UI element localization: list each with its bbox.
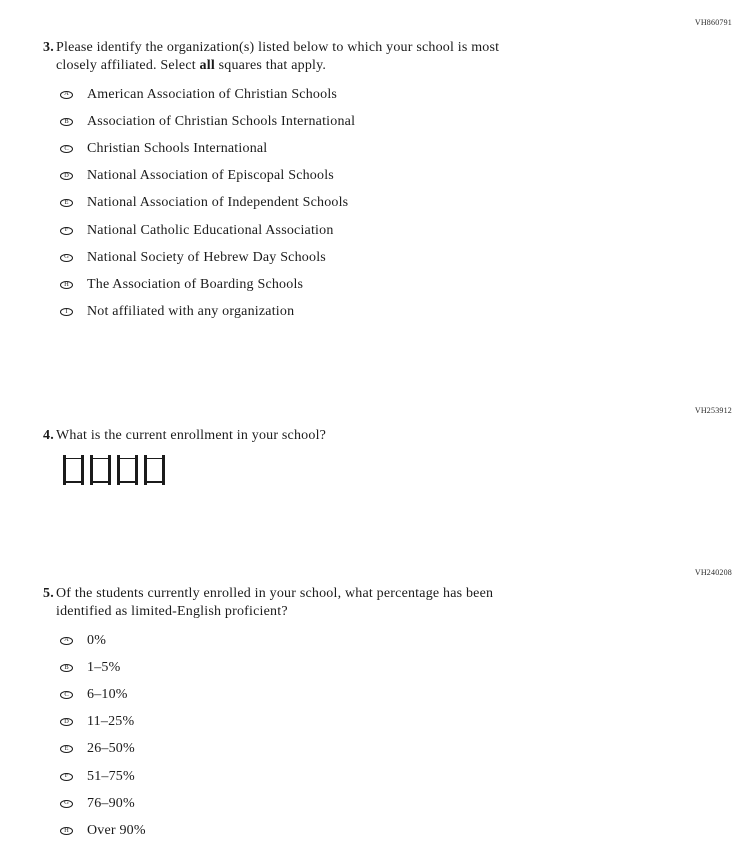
option-q3-d[interactable] [60,163,355,190]
bubble-letter: B [64,663,69,671]
question-4-text-line1: What is the current enrollment in your school? [56,428,327,443]
answer-bubble-icon[interactable] [60,227,73,235]
bubble-letter: C [64,144,69,152]
option-label: 1–5% [87,659,121,675]
option-label: American Association of Christian Schools [87,86,338,102]
enrollment-digit-boxes [63,455,165,485]
option-q3-b[interactable] [60,108,355,135]
digit-box[interactable] [144,455,165,485]
question-4-text [56,427,326,445]
option-label: The Association of Boarding Schools [87,276,304,292]
bubble-letter: I [65,307,68,315]
question-3-text [56,39,499,75]
question-4-number: 4. [43,428,54,443]
option-q5-h[interactable] [60,817,146,844]
bubble-letter: B [64,117,69,125]
bubble-letter: H [64,826,69,834]
question-3-number: 3. [43,40,54,55]
bubble-letter: E [64,744,69,752]
bubble-letter: G [64,799,69,807]
question-3-line2-bold: all [199,58,215,73]
option-label: 6–10% [87,686,128,702]
option-label: 11–25% [87,714,135,730]
answer-bubble-icon[interactable] [60,254,73,262]
option-q3-c[interactable] [60,135,355,162]
question-5-text [56,585,493,621]
answer-bubble-icon[interactable] [60,145,73,153]
option-label: 76–90% [87,795,135,811]
bubble-letter: A [64,90,69,98]
option-label: 26–50% [87,741,135,757]
question-3-text-line2 [56,57,499,75]
option-q5-g[interactable] [60,790,146,817]
digit-box[interactable] [90,455,111,485]
bubble-letter: F [64,772,69,780]
option-q3-h[interactable] [60,271,355,298]
answer-bubble-icon[interactable] [60,308,73,316]
option-q5-a[interactable] [60,627,146,654]
option-label: National Association of Independent Schools [87,195,349,211]
option-q3-i[interactable] [60,299,355,326]
answer-bubble-icon[interactable] [60,718,73,726]
question-5-number: 5. [43,586,54,601]
question-4-code: VH253912 [694,406,732,415]
option-label: 0% [87,632,107,648]
answer-bubble-icon[interactable] [60,827,73,835]
option-label: National Society of Hebrew Day Schools [87,249,326,265]
option-label: National Association of Episcopal Schools [87,168,334,184]
bubble-letter: H [64,280,69,288]
digit-box[interactable] [117,455,138,485]
question-5-code: VH240208 [694,568,732,577]
answer-bubble-icon[interactable] [60,637,73,645]
answer-bubble-icon[interactable] [60,172,73,180]
question-3-line2-before: closely affiliated. Select [56,58,200,73]
answer-bubble-icon[interactable] [60,691,73,699]
option-label: Not affiliated with any organization [87,304,295,320]
bubble-letter: A [64,636,69,644]
answer-bubble-icon[interactable] [60,800,73,808]
question-5-stem [43,585,493,621]
option-q5-e[interactable] [60,736,146,763]
option-label: Over 90% [87,822,146,838]
answer-bubble-icon[interactable] [60,199,73,207]
option-q3-f[interactable] [60,217,355,244]
answer-bubble-icon[interactable] [60,664,73,672]
digit-box[interactable] [63,455,84,485]
question-3-text-line1: Please identify the organization(s) listed below to which your school is most [56,40,500,55]
bubble-letter: D [64,171,69,179]
answer-bubble-icon[interactable] [60,91,73,99]
question-3-stem [43,39,499,75]
question-4-stem [43,427,326,445]
question-3-code: VH860791 [694,18,732,27]
answer-bubble-icon[interactable] [60,118,73,126]
option-label: Christian Schools International [87,140,268,156]
bubble-letter: D [64,717,69,725]
answer-bubble-icon[interactable] [60,773,73,781]
option-q5-c[interactable] [60,681,146,708]
option-label: Association of Christian Schools International [87,113,356,129]
option-q5-d[interactable] [60,709,146,736]
option-q3-a[interactable] [60,81,355,108]
question-5-text-line2: identified as limited-English proficient? [56,604,288,619]
option-label: 51–75% [87,768,135,784]
answer-bubble-icon[interactable] [60,745,73,753]
option-q3-g[interactable] [60,244,355,271]
option-label: National Catholic Educational Association [87,222,334,238]
bubble-letter: C [64,690,69,698]
question-3-line2-after: squares that apply. [214,58,327,73]
bubble-letter: E [64,198,69,206]
bubble-letter: G [64,253,69,261]
question-5-text-line1: Of the students currently enrolled in your school, what percentage has been [56,586,494,601]
option-q5-f[interactable] [60,763,146,790]
answer-bubble-icon[interactable] [60,281,73,289]
option-q5-b[interactable] [60,654,146,681]
option-q3-e[interactable] [60,190,355,217]
bubble-letter: F [64,226,69,234]
question-5-options [60,627,146,845]
question-3-options [60,81,355,326]
